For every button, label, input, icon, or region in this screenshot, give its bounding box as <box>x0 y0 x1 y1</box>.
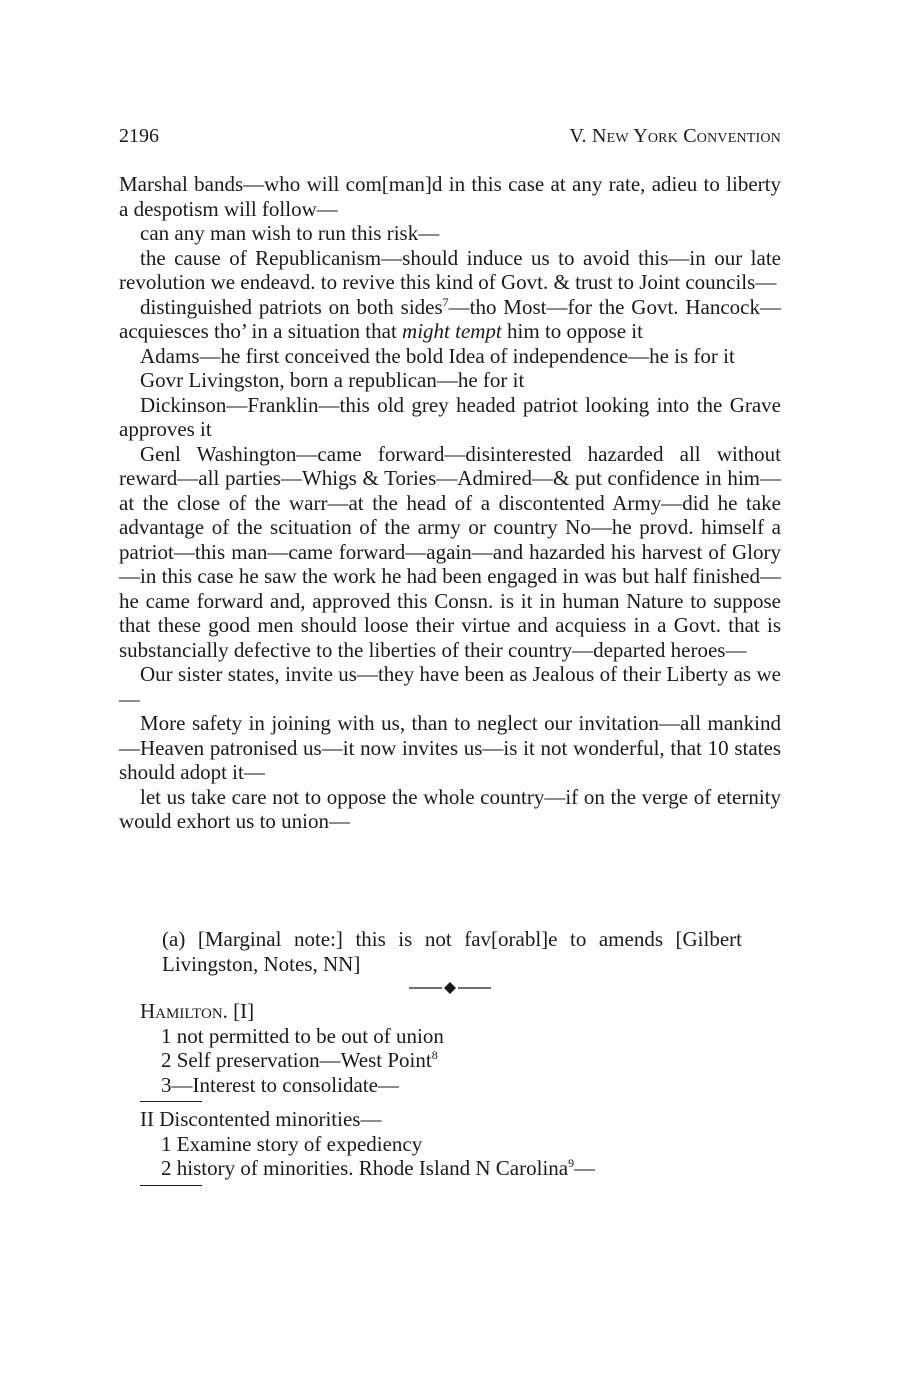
footnote-ref-7: 7 <box>442 294 449 309</box>
paragraph: Our sister states, invite us—they have been as Jealous of their Liberty as we— <box>119 662 781 711</box>
hamilton-notes <box>140 999 760 1191</box>
page-number: 2196 <box>119 125 159 147</box>
body-text <box>119 172 781 834</box>
list-item <box>140 1156 760 1181</box>
section-ornament <box>409 978 491 998</box>
paragraph: let us take care not to oppose the whole country—if on the verge of eternity would exhort us to union— <box>119 784 781 833</box>
list-item-text: — <box>574 1156 596 1180</box>
divider <box>140 1185 202 1186</box>
list-item: 1 not permitted to be out of union <box>161 1023 444 1048</box>
section-heading: II Discontented minorities— <box>140 1107 382 1131</box>
list-item-text: 2 Self preservation—West Point <box>161 1048 432 1072</box>
paragraph: Genl Washington—came forward—disinterested hazarded all without reward—all parties—Whigs & Tories—Admired—& put confidence in him—at the close of the warr—at the head of a discontented Army—did he take advantage of the scituation of the army or country No—he provd. himself a patriot—this man—came forward—again—and hazarded his harvest of Glory—in this case he saw the work he had been engaged in was but half finished—he came forward and, approved this Consn. is it in human Nature to suppose that these good men should loose their virtue and acquiess in a Govt. that is substancially defective to the liberties of their country—departed heroes— <box>119 441 781 662</box>
italic-text: might tempt <box>402 319 502 343</box>
paragraph <box>119 295 781 344</box>
paragraph: the cause of Republicanism—should induce us to avoid this—in our late revolution we endeavd. to revive this kind of Govt. & trust to Joint councils— <box>119 245 781 294</box>
paragraph-text: —tho Most—for the Govt. Hancock—acquiesces tho’ in a situation that <box>119 294 781 343</box>
paragraph-text: him to oppose it <box>501 319 643 343</box>
list-item-text: 2 history of minorities. Rhode Island N Carolina <box>161 1156 569 1180</box>
page-header <box>119 122 781 150</box>
speaker-heading: Hamilton. [I] <box>140 999 255 1023</box>
marginal-note: (a) [Marginal note:] this is not fav[orabl]e to amends [Gilbert Livingston, Notes, NN] <box>162 927 742 976</box>
list-item: 1 Examine story of expediency <box>161 1131 423 1156</box>
footnote-ref-9: 9 <box>568 1156 575 1170</box>
paragraph: More safety in joining with us, than to neglect our invitation—all mankind—Heaven patronised us—it now invites us—is it not wonderful, that 10 states should adopt it— <box>119 711 781 784</box>
running-head: V. New York Convention <box>569 125 781 147</box>
list-item <box>140 1048 760 1073</box>
divider <box>140 1101 202 1102</box>
paragraph: Marshal bands—who will com[man]d in this case at any rate, adieu to liberty a despotism will follow— <box>119 172 781 221</box>
paragraph: Dickinson—Franklin—this old grey headed patriot looking into the Grave approves it <box>119 392 781 441</box>
paragraph: can any man wish to run this risk— <box>140 221 440 245</box>
paragraph: Govr Livingston, born a republican—he for it <box>140 368 525 392</box>
list-item: 3—Interest to consolidate— <box>161 1072 399 1097</box>
paragraph-text: distinguished patriots on both sides <box>140 294 443 319</box>
footnote-ref-8: 8 <box>431 1048 438 1062</box>
paragraph: Adams—he first conceived the bold Idea of independence—he is for it <box>140 343 735 368</box>
